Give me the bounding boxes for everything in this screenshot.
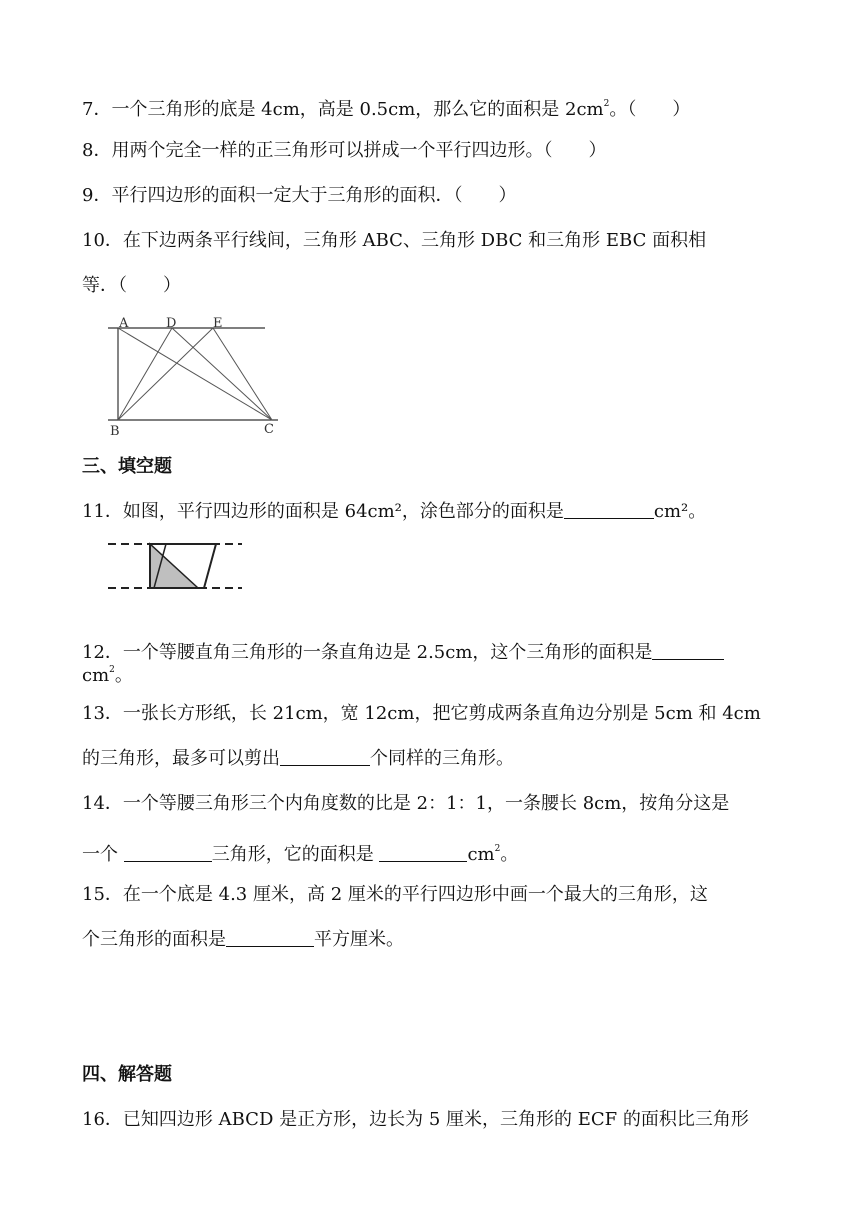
question-10-line1: 10．在下边两条平行线间，三角形 ABC、三角形 DBC 和三角形 EBC 面积相: [82, 230, 707, 251]
question-12-line2: $cm^2$。: [82, 665, 133, 686]
shaded-triangle: [150, 544, 198, 588]
answer-blank[interactable]: [226, 928, 314, 947]
label-d: D: [166, 316, 177, 331]
question-15-line2: 个三角形的面积是 平方厘米。: [82, 929, 404, 950]
parallelogram-right-side: [204, 544, 216, 588]
section-4-heading: 四、解答题: [82, 1064, 172, 1085]
question-14-line2: 一个 三角形，它的面积是 $cm^2$。: [82, 844, 519, 865]
question-13-line2: 的三角形，最多可以剪出 个同样的三角形。: [82, 748, 514, 769]
section-3-heading: 三、填空题: [82, 456, 172, 477]
question-8: 8．用两个完全一样的正三角形可以拼成一个平行四边形。（ ）: [82, 140, 607, 161]
question-12-line1: 12．一个等腰直角三角形的一条直角边是 2.5cm，这个三角形的面积是: [82, 640, 782, 666]
answer-blank[interactable]: [280, 747, 370, 766]
answer-blank[interactable]: [564, 500, 654, 519]
segment-ac: [118, 328, 272, 420]
label-a: A: [119, 316, 129, 331]
question-10-line2: 等．（ ）: [82, 275, 181, 296]
question-11: 11．如图，平行四边形的面积是 64cm²，涂色部分的面积是 cm²。: [82, 501, 707, 522]
segment-db: [118, 328, 172, 420]
label-c: C: [264, 422, 274, 437]
question-14-line1: 14．一个等腰三角形三个内角度数的比是 2：1：1，一条腰长 8cm，按角分这是: [82, 793, 730, 814]
answer-blank[interactable]: [379, 843, 467, 862]
label-e: E: [213, 316, 223, 331]
answer-blank[interactable]: [124, 843, 212, 862]
question-15-line1: 15．在一个底是 4.3 厘米，高 2 厘米的平行四边形中画一个最大的三角形，这: [82, 884, 708, 905]
label-b: B: [110, 424, 120, 438]
figure-shaded-parallelogram: [106, 536, 246, 596]
segment-eb: [118, 328, 213, 420]
question-9: 9．平行四边形的面积一定大于三角形的面积．（ ）: [82, 185, 517, 206]
question-16: 16．已知四边形 ABCD 是正方形，边长为 5 厘米，三角形的 ECF 的面积比三角形: [82, 1109, 749, 1130]
question-7: 7．一个三角形的底是 4cm，高是 0.5cm，那么它的面积是 $2cm^2$。（ ）: [82, 99, 691, 120]
figure-parallel-lines-triangles: [100, 312, 290, 438]
question-13-line1: 13．一张长方形纸，长 21cm，宽 12cm，把它剪成两条直角边分别是 5cm 和 4cm: [82, 703, 761, 724]
